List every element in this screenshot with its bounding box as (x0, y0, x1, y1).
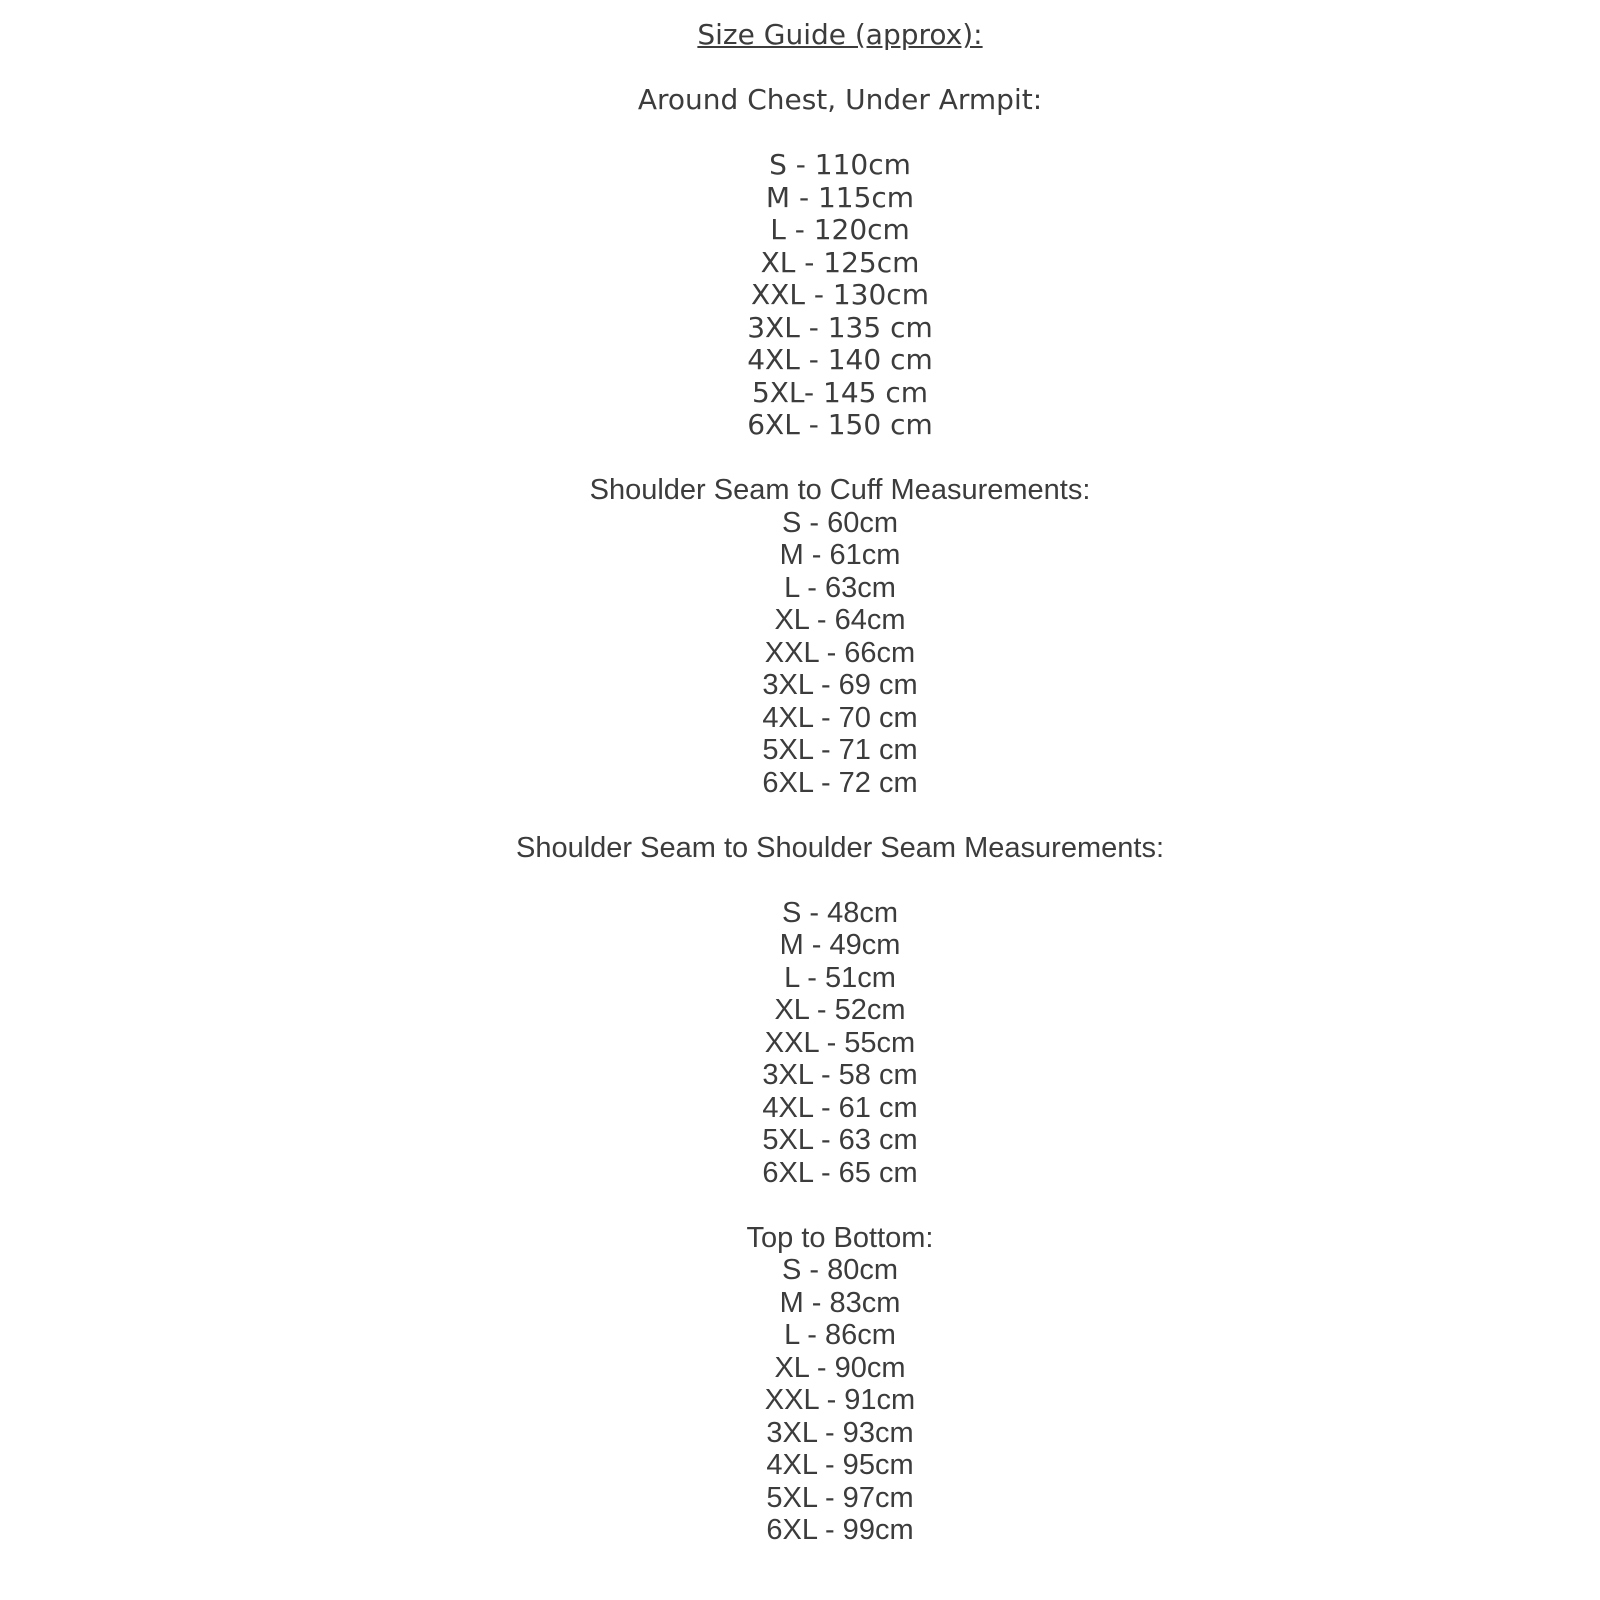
size-row-chest-6xl: 6XL - 150 cm (747, 408, 933, 441)
blank-line (80, 799, 1600, 832)
size-row-cuff-m: M - 61cm (779, 539, 901, 571)
size-row-length-3xl: 3XL - 93cm (766, 1416, 914, 1449)
size-row-chest-3xl: 3XL - 135 cm (747, 310, 933, 344)
size-row-seam-3xl: 3XL - 58 cm (762, 1059, 918, 1091)
size-row-length-6xl: 6XL - 99cm (766, 1514, 914, 1546)
size-row-seam-4xl: 4XL - 61 cm (762, 1091, 918, 1124)
size-row-cuff-l: L - 63cm (784, 571, 896, 604)
size-row-cuff-5xl: 5XL - 71 cm (762, 734, 918, 766)
size-row-cuff-xxl: XXL - 66cm (764, 636, 916, 669)
size-row-chest-xl: XL - 125cm (760, 245, 920, 279)
size-row-cuff-6xl: 6XL - 72 cm (762, 766, 918, 799)
blank-line (80, 1189, 1600, 1222)
size-row-cuff-4xl: 4XL - 70 cm (762, 701, 918, 734)
size-row-length-4xl: 4XL - 95cm (766, 1449, 914, 1481)
size-row-seam-5xl: 5XL - 63 cm (762, 1124, 918, 1156)
size-row-cuff-3xl: 3XL - 69 cm (762, 669, 918, 701)
size-row-length-s: S - 80cm (781, 1254, 899, 1286)
size-row-seam-l: L - 51cm (784, 961, 896, 994)
size-row-chest-l: L - 120cm (770, 213, 910, 246)
section-heading-around-chest: Around Chest, Under Armpit: (637, 83, 1043, 116)
size-row-length-xl: XL - 90cm (774, 1351, 906, 1384)
blank-line (80, 117, 1600, 150)
size-row-chest-5xl: 5XL- 145 cm (751, 375, 929, 409)
size-row-chest-4xl: 4XL - 140 cm (747, 343, 933, 376)
size-row-chest-xxl: XXL - 130cm (751, 278, 929, 311)
blank-line (80, 864, 1600, 897)
size-row-length-xxl: XXL - 91cm (764, 1384, 916, 1416)
size-row-cuff-s: S - 60cm (781, 506, 899, 539)
section-heading-seam-to-cuff: Shoulder Seam to Cuff Measurements: (589, 474, 1091, 506)
size-row-seam-m: M - 49cm (779, 929, 901, 961)
size-row-chest-m: M - 115cm (765, 180, 915, 214)
size-row-chest-s: S - 110cm (769, 148, 911, 181)
size-row-seam-xxl: XXL - 55cm (764, 1026, 916, 1059)
size-row-seam-xl: XL - 52cm (774, 994, 906, 1026)
size-row-seam-6xl: 6XL - 65 cm (762, 1156, 918, 1189)
blank-line (80, 442, 1600, 475)
size-row-cuff-xl: XL - 64cm (774, 604, 906, 636)
size-row-length-5xl: 5XL - 97cm (766, 1481, 914, 1514)
size-row-seam-s: S - 48cm (781, 896, 899, 929)
section-heading-seam-to-seam: Shoulder Seam to Shoulder Seam Measurements: (515, 831, 1164, 864)
section-heading-top-to-bottom: Top to Bottom: (746, 1221, 934, 1254)
size-row-length-l: L - 86cm (784, 1319, 896, 1351)
blank-line (80, 52, 1600, 85)
size-row-length-m: M - 83cm (779, 1286, 901, 1319)
page-title: Size Guide (approx): (697, 18, 983, 51)
